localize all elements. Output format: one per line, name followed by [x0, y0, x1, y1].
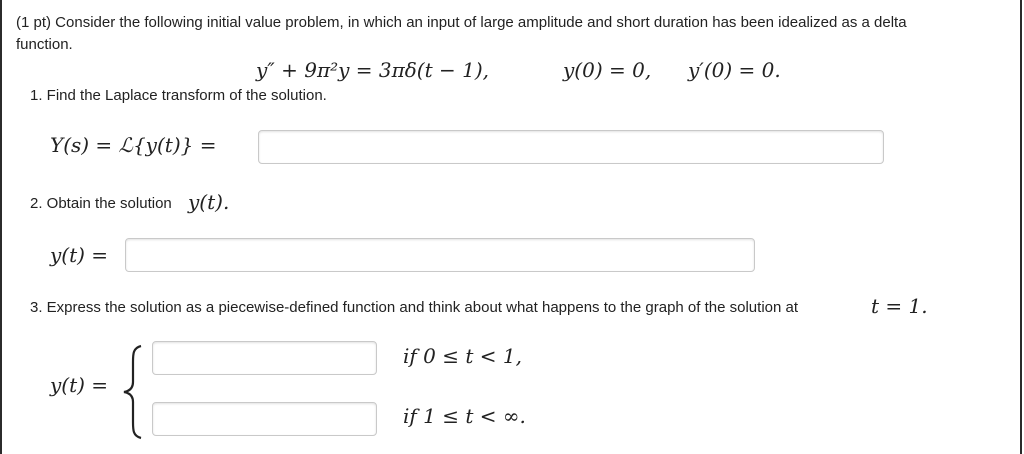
piecewise-brace	[121, 344, 145, 440]
part2-prompt-math: y(t).	[188, 190, 230, 214]
part3-prompt-math: t = 1.	[871, 294, 928, 318]
part2-label: y(t) =	[50, 243, 109, 267]
part3-label: y(t) =	[50, 373, 109, 397]
case2-condition: if 1 ≤ t < ∞.	[403, 404, 526, 428]
part1-prompt: 1. Find the Laplace transform of the solution.	[30, 87, 327, 104]
intro-line-2: function.	[16, 36, 73, 53]
laplace-transform-input[interactable]	[258, 130, 884, 164]
piecewise-case1-input[interactable]	[152, 341, 377, 375]
initial-condition-y: y(0) = 0,	[563, 58, 652, 82]
intro-line-1: (1 pt) Consider the following initial value problem, in which an input of large amplitude and short duration has been idealized as a delta	[16, 14, 907, 31]
part2-prompt: 2. Obtain the solution	[30, 195, 172, 212]
part3-prompt: 3. Express the solution as a piecewise-defined function and think about what happens to the graph of the solution at	[30, 299, 799, 316]
initial-condition-yprime: y′(0) = 0.	[688, 58, 781, 82]
solution-input[interactable]	[125, 238, 755, 272]
piecewise-case2-input[interactable]	[152, 402, 377, 436]
case1-condition: if 0 ≤ t < 1,	[403, 344, 522, 368]
ode-equation: y″ + 9π²y = 3πδ(t − 1),	[256, 58, 490, 82]
part1-label: Y(s) = ℒ{y(t)} =	[50, 133, 217, 157]
